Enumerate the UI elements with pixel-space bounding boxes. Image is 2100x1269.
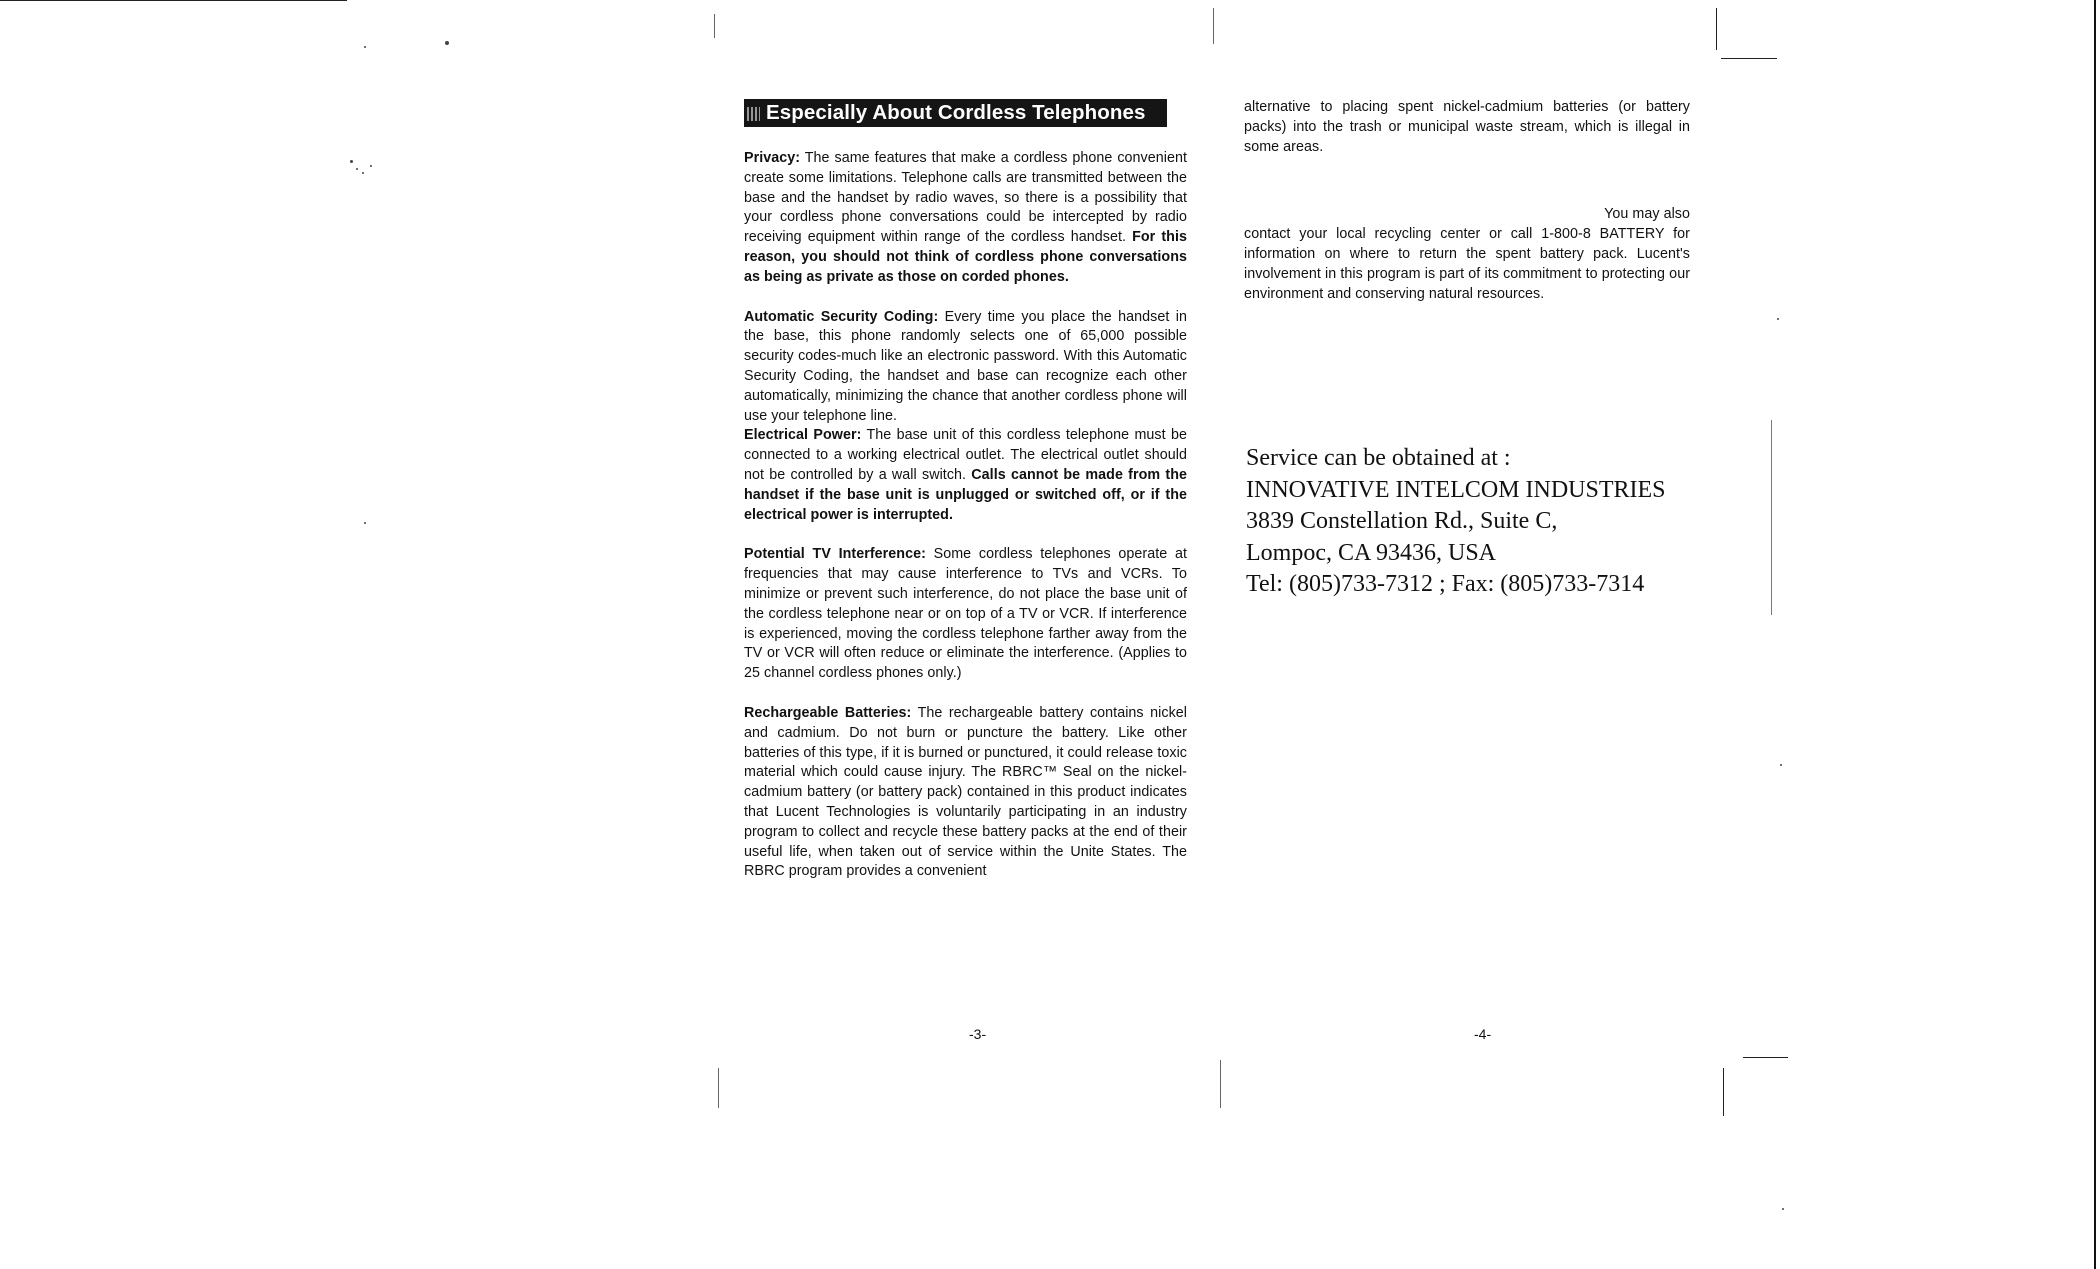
battery-continuation-paragraph: alternative to placing spent nickel-cadmium batteries (or battery packs) into the trash or municipal waste stream, which is illegal in some areas. bbox=[1244, 99, 1690, 155]
privacy-text: The same features that make a cordless phone convenient create some limitations. Telephone calls are transmitted between the base and the handset by radio waves, so there is a possibility that your cordless phone conversations could be intercepted by radio receiving equipment within range of the cordless handset. bbox=[744, 150, 1187, 246]
privacy-label: Privacy: bbox=[744, 150, 801, 166]
service-city: Lompoc, CA 93436, USA bbox=[1246, 539, 1497, 566]
top-left-scan-rule bbox=[0, 0, 347, 1]
recycling-lead: You may also bbox=[1604, 206, 1690, 223]
tv-interference-paragraph bbox=[744, 545, 1187, 684]
scan-speck bbox=[1777, 318, 1779, 320]
tv-interference-text: Some cordless telephones operate at frequencies that may cause interference to TVs and VCRs. To minimize or prevent such interference, do not place the base unit of the cordless telephone near or on top of a TV or VCR. If interference is experienced, moving the cordless telephone farther away from the TV or VCR will often reduce or eliminate the interference. (Applies to 25 channel cordless phones only.) bbox=[744, 546, 1187, 682]
service-company: INNOVATIVE INTELCOM INDUSTRIES bbox=[1246, 476, 1666, 503]
electrical-power-label: Electrical Power: bbox=[744, 427, 862, 444]
scan-speck bbox=[356, 168, 358, 170]
fold-mark bbox=[718, 1068, 719, 1108]
scan-speck bbox=[350, 160, 353, 163]
electrical-power-warning: Calls cannot be made from the handset if the base unit is unplugged or switched off, or if the electrical power is interrupted. bbox=[744, 466, 1187, 523]
recycling-paragraph bbox=[1244, 205, 1690, 304]
service-street: 3839 Constellation Rd., Suite C, bbox=[1246, 508, 1558, 534]
scan-speck bbox=[1782, 1208, 1784, 1210]
fold-mark bbox=[1220, 1060, 1221, 1108]
recycling-text: contact your local recycling center or call 1-800-8 BATTERY for information on where to return the spent battery pack. Lucent's involvement in this program is part of its commitment to protecting our environment and conserving natural resources. bbox=[1244, 226, 1690, 302]
crop-mark bbox=[1723, 1068, 1724, 1116]
service-phone-fax: Tel: (805)733-7312 ; Fax: (805)733-7314 bbox=[1246, 571, 1645, 597]
service-address-block bbox=[1246, 443, 1706, 601]
scan-speck bbox=[364, 46, 366, 48]
page-right-edge bbox=[2094, 0, 2096, 1269]
rechargeable-batteries-paragraph bbox=[744, 704, 1187, 882]
page-number-left: -3- bbox=[969, 1026, 987, 1042]
fold-mark bbox=[714, 14, 715, 38]
tv-interference-label: Potential TV Interference: bbox=[744, 546, 926, 563]
scan-speck bbox=[362, 172, 364, 174]
scan-speck bbox=[364, 522, 366, 524]
crop-mark bbox=[1771, 420, 1772, 615]
scan-speck bbox=[370, 165, 372, 167]
rechargeable-batteries-text: The rechargeable battery contains nickel and cadmium. Do not burn or puncture the battery. Like other batteries of this type, if it is burned or punctured, it could release toxic material which could cause injury. The RBRC™ Seal on the nickel-cadmium battery (or battery pack) contained in this product indicates that Lucent Technologies is voluntarily participating in an industry program to collect and recycle these battery packs at the end of their useful life, when taken out of service within the Unite States. The RBRC program provides a convenient bbox=[744, 704, 1187, 880]
scan-speck bbox=[1780, 764, 1782, 766]
security-coding-label: Automatic Security Coding: bbox=[744, 308, 939, 325]
security-coding-paragraph bbox=[744, 308, 1187, 427]
page-number-right: -4- bbox=[1474, 1026, 1492, 1042]
crop-mark bbox=[1716, 8, 1717, 50]
rechargeable-batteries-label: Rechargeable Batteries: bbox=[744, 704, 912, 721]
right-page-column bbox=[1244, 98, 1690, 304]
privacy-paragraph bbox=[744, 149, 1187, 288]
left-page-column bbox=[744, 99, 1187, 882]
privacy-warning: For this reason, you should not think of cordless phone conversations as being as private as those on corded phones. bbox=[744, 229, 1187, 285]
electrical-power-paragraph bbox=[744, 426, 1187, 525]
crop-mark bbox=[1721, 58, 1777, 59]
fold-mark bbox=[1213, 8, 1214, 44]
section-heading-bar bbox=[744, 99, 1167, 127]
crop-mark bbox=[1743, 1057, 1788, 1058]
service-intro: Service can be obtained at : bbox=[1246, 445, 1511, 471]
section-heading: Especially About Cordless Telephones bbox=[766, 101, 1146, 124]
heading-bar-mark bbox=[747, 107, 760, 121]
security-coding-text: Every time you place the handset in the base, this phone randomly selects one of 65,000 possible security codes-much like an electronic password. With this Automatic Security Coding, the handset and base can recognize each other automatically, minimizing the chance that another cordless phone will use your telephone line. bbox=[744, 308, 1187, 424]
electrical-power-text: The base unit of this cordless telephone must be connected to a working electrical outlet. The electrical outlet should not be controlled by a wall switch. bbox=[744, 427, 1187, 483]
scan-speck bbox=[445, 41, 449, 45]
